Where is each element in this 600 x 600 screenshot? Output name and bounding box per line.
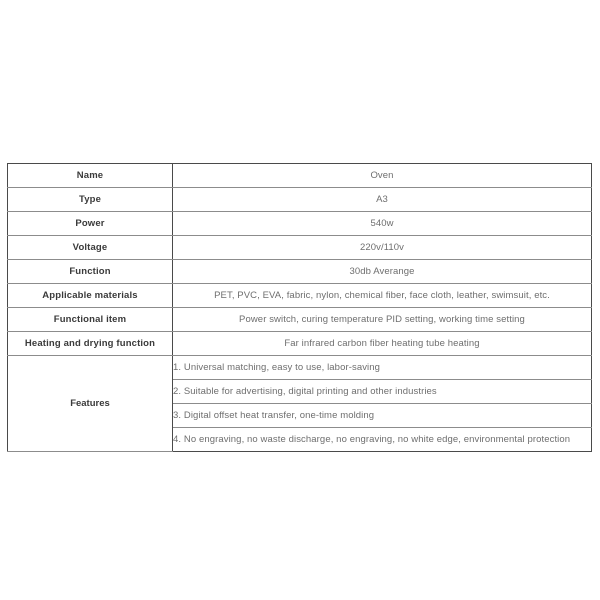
feature-item-1: 1. Universal matching, easy to use, labor-saving	[173, 356, 592, 380]
spec-label-applicable-materials: Applicable materials	[8, 284, 173, 308]
spec-value-power: 540w	[173, 212, 592, 236]
spec-label-name: Name	[8, 164, 173, 188]
spec-value-applicable-materials: PET, PVC, EVA, fabric, nylon, chemical fiber, face cloth, leather, swimsuit, etc.	[173, 284, 592, 308]
table-row	[8, 164, 592, 188]
spec-value-function: 30db Averange	[173, 260, 592, 284]
table-row	[8, 188, 592, 212]
spec-value-heating-drying-function: Far infrared carbon fiber heating tube heating	[173, 332, 592, 356]
spec-label-voltage: Voltage	[8, 236, 173, 260]
spec-label-heating-drying-function: Heating and drying function	[8, 332, 173, 356]
spec-value-name: Oven	[173, 164, 592, 188]
spec-value-voltage: 220v/110v	[173, 236, 592, 260]
spec-label-function: Function	[8, 260, 173, 284]
table-row	[8, 260, 592, 284]
table-row	[8, 308, 592, 332]
spec-label-features: Features	[8, 356, 173, 452]
spec-label-power: Power	[8, 212, 173, 236]
table-row	[8, 356, 592, 380]
table-row	[8, 236, 592, 260]
specification-table	[7, 163, 592, 452]
spec-label-type: Type	[8, 188, 173, 212]
feature-item-4: 4. No engraving, no waste discharge, no engraving, no white edge, environmental protection	[173, 428, 592, 452]
feature-item-3: 3. Digital offset heat transfer, one-time molding	[173, 404, 592, 428]
table-row	[8, 284, 592, 308]
table-row	[8, 332, 592, 356]
feature-item-2: 2. Suitable for advertising, digital printing and other industries	[173, 380, 592, 404]
spec-value-functional-item: Power switch, curing temperature PID setting, working time setting	[173, 308, 592, 332]
table-row	[8, 212, 592, 236]
spec-value-type: A3	[173, 188, 592, 212]
specification-table-body	[8, 164, 592, 452]
spec-label-functional-item: Functional item	[8, 308, 173, 332]
specification-table-container	[7, 163, 592, 452]
